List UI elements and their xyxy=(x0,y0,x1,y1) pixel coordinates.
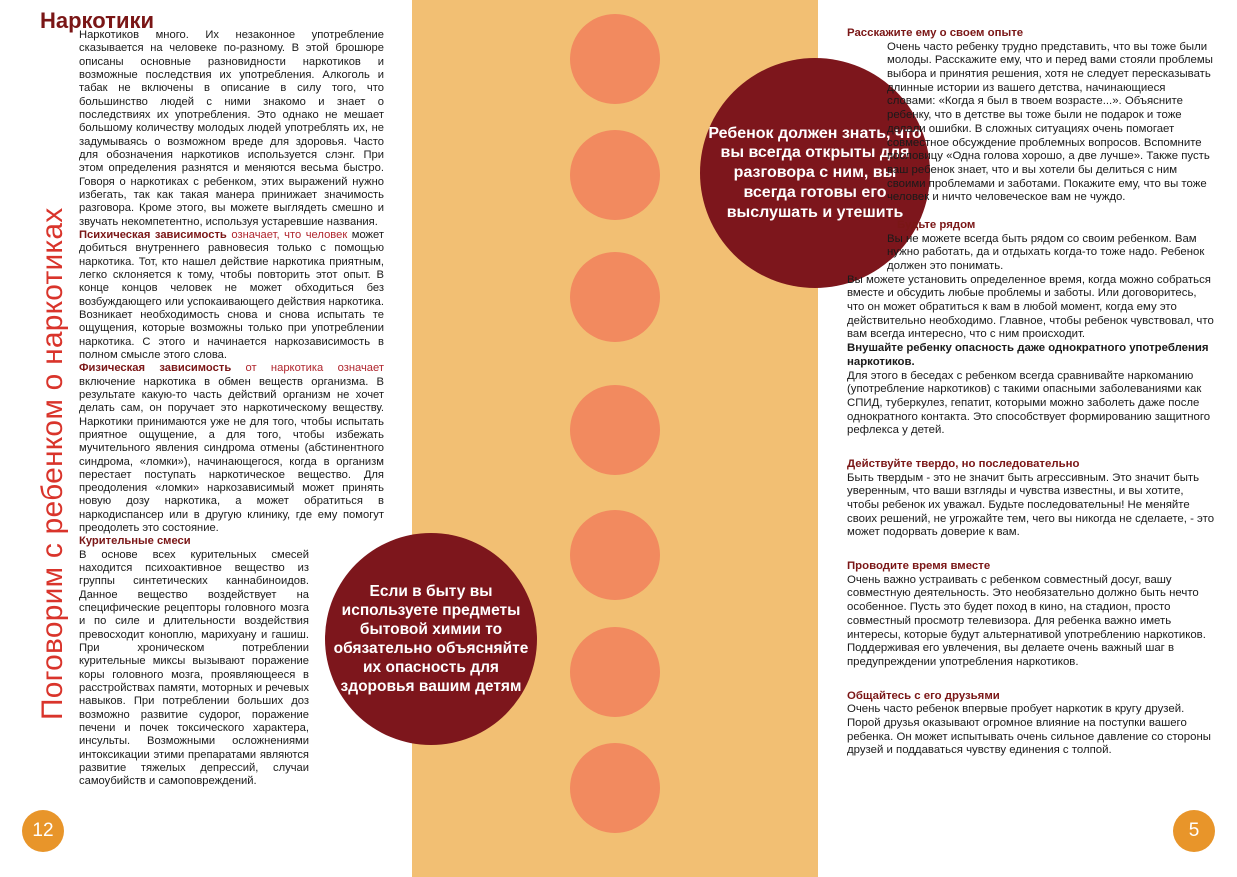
section-body: Вы не можете всегда быть рядом со своим ребенком. Вам нужно работать, да и отдыхать когда-то тоже надо. Ребенок должен это понимать. xyxy=(887,232,1205,272)
callout-household-chemicals xyxy=(325,533,537,745)
right-text-column xyxy=(847,27,1217,758)
section-body: Быть твердым - это не значит быть агрессивным. Это значит быть уверенным, что ваши взгляды и чувства известны, и вы хотите, чтобы ребенок их уважал. Будьте последовательны! Не меняйте своих решений, не угрожайте тем, чего вы никогда не сделаете, - это может подорвать доверие к вам. xyxy=(847,471,1215,539)
psych-term: Психическая зависимость xyxy=(79,228,227,241)
intro-paragraph: Наркотиков много. Их незаконное употребление сказывается на человеке по-разному. В этой брошюре описаны основные разновидности наркотиков и возможные последствия их употребления. Алкоголь и табак не включены в описание в силу того, что большинство людей с ними знакомо и знает о последствиях их употребления. Это однако не мешает большому количеству молодых людей употреблять их, не задумываясь о возможном вреде для здоровья. Часто для обозначения наркотиков используется слэнг. При этом определения разнятся и меняются весьма быстро. Говоря о наркотиках с ребенком, этих выражений нужно избегать, так как такая манера принижает значимость разговора. Кроме этого, вы можете выглядеть смешно и звучать некомпетентно, используя устаревшие названия. xyxy=(79,29,384,228)
decorative-circle xyxy=(570,510,660,600)
section-body: Для этого в беседах с ребенком всегда сравнивайте наркоманию (употребление наркотиков) с такими опасными заболеваниями как СПИД, туберкулез, гепатит, которыми можно заболеть даже после однократного контакта. Это способствует формированию защитного рефлекса у детей. xyxy=(847,369,1211,437)
decorative-circle xyxy=(570,130,660,220)
section-body: Вы можете установить определенное время, когда можно собраться вместе и обсудить любые проблемы и заботы. Или договоритесь, что он может обратиться к вам в любой момент, когда ему это действительно необходимо. Главное, чтобы ребенок чувствовал, что вам всегда интересно, что с ним происходит. xyxy=(847,273,1214,341)
decorative-circle xyxy=(570,385,660,475)
phys-term: Физическая зависимость xyxy=(79,362,232,375)
page-number-left: 12 xyxy=(22,810,64,852)
page-title: Наркотики xyxy=(40,8,155,33)
section-heading: Общайтесь с его друзьями xyxy=(847,689,1000,702)
psych-body: может добиться внутреннего равновесия только с помощью наркотика. Тот, кто нашел действие наркотика приятным, легко склоняется к тому, чтобы повторить этот опыт. В конце концов человек не может обходиться без возбуждающего или успокаивающего действия наркотика. Возникает необходимость снова и снова испытать те ощущения, которые возможны только при употреблении наркотика. С этого и начинается наркозависимость в полном смысле этого слова. xyxy=(79,228,385,361)
section-heading: Внушайте ребенку опасность даже однократного употребления наркотиков. xyxy=(847,342,1209,368)
psych-lead: означает, что человек xyxy=(231,228,348,241)
phys-paragraph xyxy=(79,362,384,535)
callout-bottom-text: Если в быту вы используете предметы бытовой химии то обязательно объясняйте их опасность для здоровья вашим детям xyxy=(333,582,529,696)
page-number-right: 5 xyxy=(1173,810,1215,852)
decorative-circle xyxy=(570,252,660,342)
decorative-circle xyxy=(570,743,660,833)
section-body: Очень часто ребенку трудно представить, что вы тоже были молоды. Расскажите ему, что и перед вами стояли проблемы выбора и принятия решения, хотя не следует пересказывать длинные истории из вашего детства, начинающиеся словами: «Когда я был в твоем возрасте...». Объясните ребенку, что в детстве вы тоже были не подарок и тоже делали ошибки. В сложных ситуациях очень помогает совместное обсуждение проблемных вопросов. Вспомните пословицу «Одна голова хорошо, а две лучше». Также пусть ваш ребенок знает, что и вы хотели бы делиться с ним своими проблемами и заботами. Покажите ему, что вы тоже человек и ничто человеческое вам не чуждо. xyxy=(887,40,1213,204)
side-title: Поговорим с ребенком о наркотиках xyxy=(36,207,69,720)
section-heading: Проводите время вместе xyxy=(847,560,991,573)
callout-top-text: Ребенок должен знать, что вы всегда открыты для разговора с ним, вы всегда готовы его выслушать и утешить xyxy=(708,124,922,221)
section-body: Очень важно устраивать с ребенком совместный досуг, вашу совместную деятельность. Это необязательно должно быть нечто особенное. Пусть это будет поход в кино, на стадион, просто совместный просмотр телевизора. Для ребенка важно иметь интересы, которые будут альтернативой употреблению наркотиков. Поддерживая его увлечения, вы делаете очень важный шаг в предупреждении употребления наркотиков. xyxy=(847,573,1206,668)
decorative-circle xyxy=(570,14,660,104)
phys-body: включение наркотика в обмен веществ организма. В результате какую-то часть действий организм не хочет делать сам, он поручает это наркотическому веществу. Наркотики принимаются уже не для того, чтобы испытать приятное ощущение, а для того, чтобы избежать мучительного явления синдрома отмены (абстинентного синдрома, «ломки»), начинающегося, когда в организм перестает поступать наркотическое вещество. Для преодоления «ломки» наркозависимый может принять новую дозу наркотика, а может обратиться в наркодиспансер или в другую клинику, где ему помогут преодолеть это состояние. xyxy=(79,375,384,535)
decorative-circle xyxy=(570,627,660,717)
smoke-heading: Курительные смеси xyxy=(79,535,191,548)
smoke-body: В основе всех курительных смесей находится психоактивное вещество из группы синтетических каннабиноидов. Данное вещество воздействует на специфические рецепторы головного мозга и по силе и длительности воздействия превосходит коноплю, марихуану и гашиш. При хроническом потреблении курительные миксы вызывают поражение коры головного мозга, проявляющееся в расстройствах памяти, моторных и речевых навыков. При потреблении больших доз возможно развитие судорог, поражение печени и почек токсического характера, инсульты. Возможными осложнениями интоксикации этими препаратами являются развитие тяжелых депрессий, случаи самоубийств и самоповреждений. xyxy=(79,548,309,788)
section-heading: Действуйте твердо, но последовательно xyxy=(847,457,1080,470)
section-heading: Будьте рядом xyxy=(897,218,976,231)
section-heading: Расскажите ему о своем опыте xyxy=(847,27,1024,39)
psych-paragraph xyxy=(79,229,384,362)
phys-lead: от наркотика означает xyxy=(245,362,384,375)
section-body: Очень часто ребенок впервые пробует наркотик в кругу друзей. Порой друзья оказывают огромное влияние на поступки вашего ребенка. Он может испытывать очень сильное давление со стороны друзей и поддаваться чувству единения с толпой. xyxy=(847,703,1211,757)
